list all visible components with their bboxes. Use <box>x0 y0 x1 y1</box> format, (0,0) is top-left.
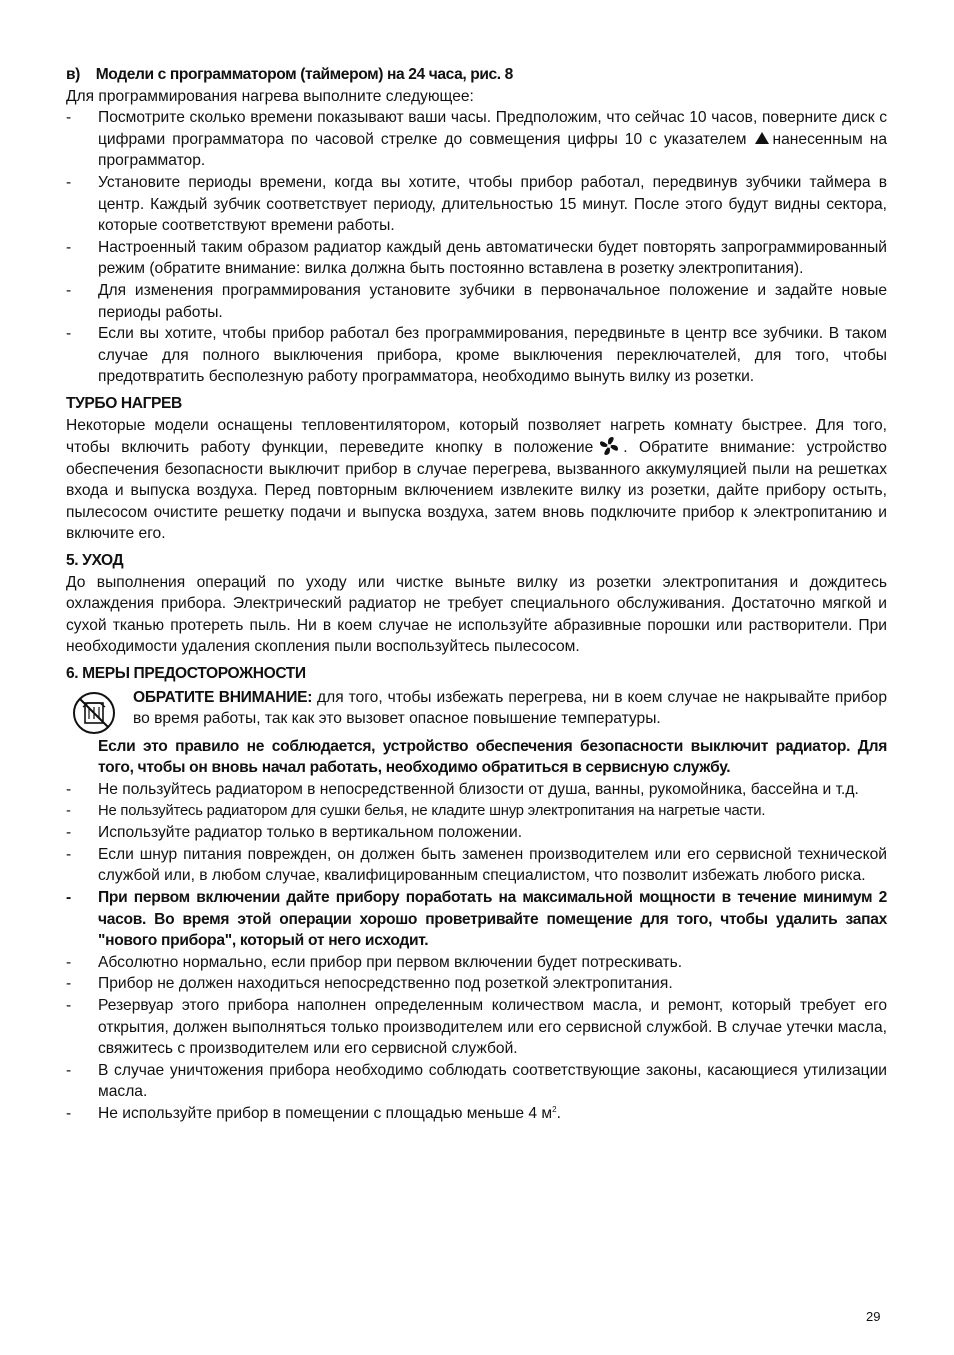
care-title: 5. УХОД <box>66 552 124 570</box>
list-dash: - <box>66 953 72 971</box>
list-dash: - <box>66 802 71 819</box>
section-v-title: в) Модели с программатором (таймером) на 24 часа, рис. 8 <box>66 66 513 83</box>
list-dash: - <box>66 888 71 906</box>
item-text: В случае уничтожения прибора необходимо соблюдать соответствующие законы, касающиеся утилизации масла. <box>98 1061 887 1101</box>
item-text: Не пользуйтесь радиатором в непосредственной близости от душа, ванны, рукомойника, бассейна и т.д. <box>98 781 859 798</box>
list-dash: - <box>66 1061 72 1079</box>
list-dash: - <box>66 109 72 127</box>
list-dash: - <box>66 281 72 299</box>
list-item <box>66 952 887 974</box>
list-item <box>66 779 887 801</box>
list-item <box>66 844 887 887</box>
do-not-cover-icon <box>72 691 116 735</box>
item-end: . <box>556 1104 561 1122</box>
list-dash: - <box>66 173 72 191</box>
list-item <box>66 801 887 823</box>
caution-block <box>66 687 887 730</box>
list-item <box>66 1103 887 1125</box>
list-dash: - <box>66 781 72 798</box>
turbo-text-part1: Некоторые модели оснащены тепловентилятором, который позволяет нагреть комнату быстрее. Для того, чтобы включить работу функции, переведите кнопку в положение <box>66 416 887 457</box>
care-text: До выполнения операций по уходу или чистке выньте вилку из розетки электропитания и дождитесь охлаждения прибора. Электрический радиатор не требует специального обслуживания. Достаточно мягкой и сухой тканью протереть пыль. Ни в коем случае не используйте абразивные порошки или растворители. При необходимости удаления скопления пыли воспользуйтесь пылесосом. <box>66 573 887 656</box>
superscript-2: 2 <box>552 1104 557 1114</box>
item-text: При первом включении дайте прибору поработать на максимальной мощности в течение минимум 2 часов. Во время этой операции хорошо проветривайте помещение для того, чтобы удалить запах "нового прибора", который от него исходит. <box>98 888 887 950</box>
list-dash: - <box>66 1104 72 1122</box>
item-text: Резервуар этого прибора наполнен определенным количеством масла, и ремонт, который требует его открытия, должен выполняться только производителем или его сервисной службой. В случае утечки масла, свяжитесь с производителем или его сервисной службой. <box>98 996 887 1058</box>
precautions-title: 6. МЕРЫ ПРЕДОСТОРОЖНОСТИ <box>66 665 306 683</box>
section-v-intro: Для программирования нагрева выполните следующее: <box>66 87 474 105</box>
list-item <box>66 887 887 952</box>
item-text: Используйте радиатор только в вертикальном положении. <box>98 824 523 842</box>
item-text: Прибор не должен находиться непосредственно под розеткой электропитания. <box>98 975 673 993</box>
triangle-pointer-icon <box>755 132 769 144</box>
turbo-text-part2: . Обратите внимание: устройство обеспечения безопасности выключит прибор в случае перегрева, вызванного аккумуляцией пыли на решетках входа и выпуска воздуха. Перед повторным включением извлеките вилку из розетки, дайте прибору остыть, пылесосом очистите решетку подачи и выпуска воздуха, затем вновь подключите прибор к электропитанию и включите его. <box>66 439 887 543</box>
list-dash: - <box>66 996 72 1014</box>
list-item <box>66 172 887 237</box>
list-dash: - <box>66 824 72 842</box>
page-number: 29 <box>866 1309 881 1324</box>
item-text: Установите периоды времени, когда вы хотите, чтобы прибор работал, передвинув зубчики таймера в центр. Каждый зубчик соответствует периоду, длительностью 15 минут. После этого будут видны сектора, которые соответствуют времени работы. <box>98 173 887 235</box>
page-content <box>66 64 887 1125</box>
list-dash: - <box>66 325 72 343</box>
list-dash: - <box>66 845 72 863</box>
item-text: Если вы хотите, чтобы прибор работал без программирования, передвиньте в центр все зубчики. В таком случае для полного выключения прибора, кроме выключения переключателей, для того, чтобы предотвратить бесполезную работу программатора, необходимо вынуть вилку из розетки. <box>98 325 887 386</box>
item-text: Абсолютно нормально, если прибор при первом включении будет потрескивать. <box>98 953 683 971</box>
list-item <box>66 995 887 1060</box>
fan-icon <box>597 436 621 456</box>
item-text: Если шнур питания поврежден, он должен быть заменен производителем или его сервисной технической службой или, в любом случае, квалифицированным специалистом, что позволит избежать любого риска. <box>98 845 887 885</box>
turbo-text <box>66 415 887 546</box>
caution-label: ОБРАТИТЕ ВНИМАНИЕ: <box>133 688 313 706</box>
item-text: Настроенный таким образом радиатор каждый день автоматически будет повторять запрограммированный режим (обратите внимание: вилка должна быть постоянно вставлена в розетку электропитания). <box>98 238 887 278</box>
list-item <box>66 237 887 280</box>
list-item <box>66 822 887 844</box>
list-item <box>66 973 887 995</box>
turbo-title: ТУРБО НАГРЕВ <box>66 394 182 412</box>
item-text: Не пользуйтесь радиатором для сушки белья, не кладите шнур электропитания на нагретые части. <box>98 802 766 819</box>
list-item <box>66 323 887 388</box>
item-text: Не используйте прибор в помещении с площадью меньше 4 м <box>98 1104 553 1122</box>
caution-body: для того, чтобы избежать перегрева, ни в коем случае не накрывайте прибор во время работы, так как это вызовет опасное повышение температуры. <box>133 688 887 728</box>
list-dash: - <box>66 975 72 993</box>
list-dash: - <box>66 238 72 256</box>
item-text: Для изменения программирования установите зубчики в первоначальное положение и задайте новые периоды работы. <box>98 281 887 321</box>
list-item <box>66 280 887 323</box>
item-text: нанесенным на программатор. <box>98 130 887 170</box>
list-item <box>66 107 887 172</box>
item-text: Посмотрите сколько времени показывают ваши часы. Предположим, что сейчас 10 часов, поверните диск с цифрами программатора по часовой стрелке до совмещения цифры 10 с указателем <box>98 109 887 148</box>
bold-note: Если это правило не соблюдается, устройство обеспечения безопасности выключит радиатор. Для того, чтобы он вновь начал работать, необходимо обратиться в сервисную службу. <box>98 737 887 777</box>
list-item <box>66 1060 887 1103</box>
caution-text <box>133 687 887 730</box>
